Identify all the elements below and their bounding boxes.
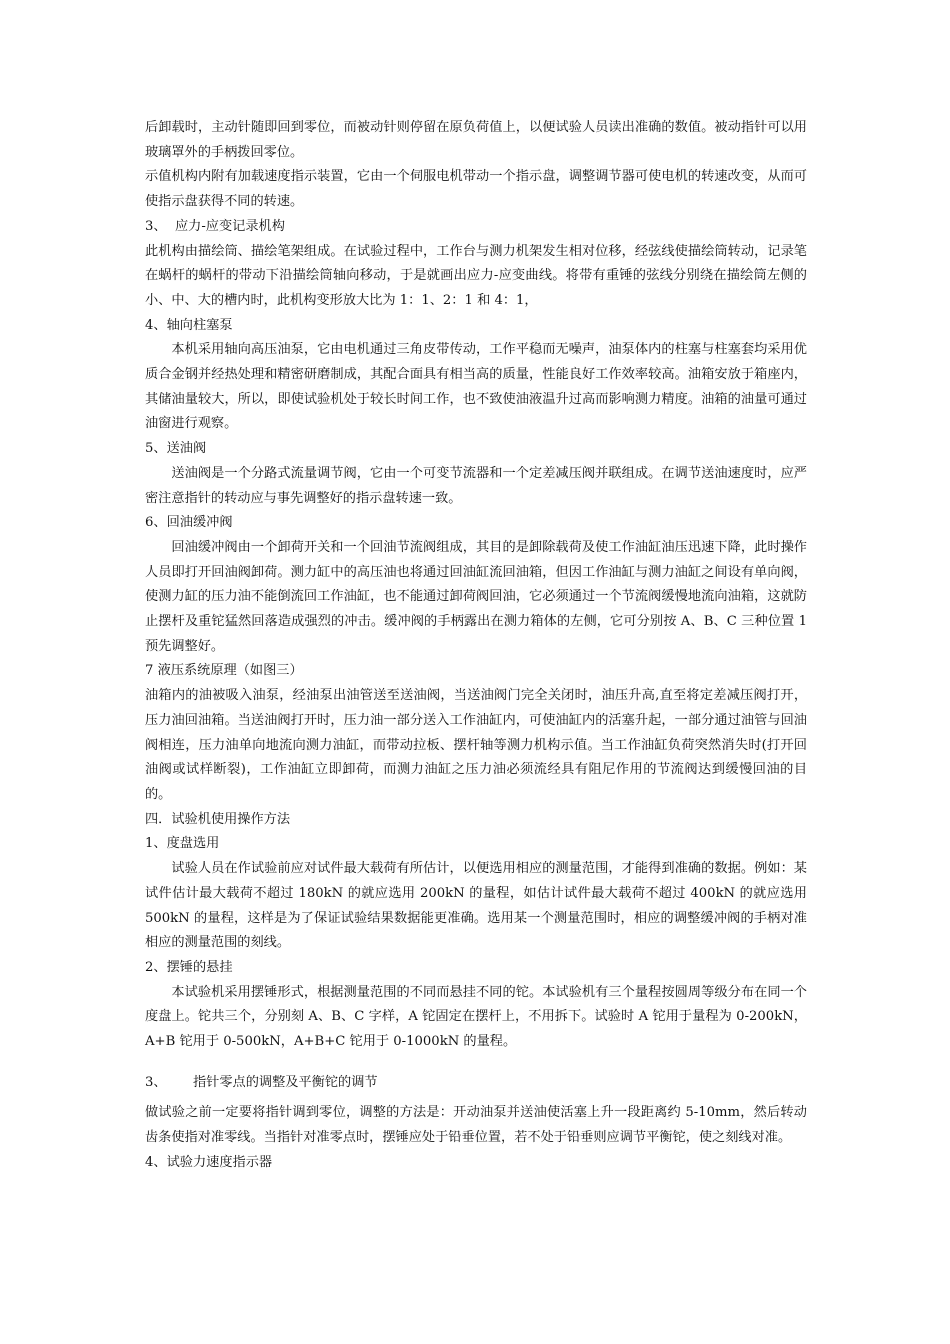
paragraph: 本试验机采用摆锤形式，根据测量范围的不同而悬挂不同的铊。本试验机有三个量程按圆周等级分布在同一个度盘上。铊共三个，分别刻 A、B、C 字样，A 铊固定在摆杆上，不用拆下。试验时 A 铊用于量程为 0-200kN，A+B 铊用于 0-500kN，A+B+C 铊用于 0-1000kN 的量程。 (145, 984, 807, 1050)
section-heading: 4、试验力速度指示器 (145, 1154, 273, 1170)
section-heading: 6、回油缓冲阀 (145, 515, 233, 531)
paragraph: 送油阀是一个分路式流量调节阀，它由一个可变节流器和一个定差减压阀并联组成。在调节送油速度时，应严密注意指针的转动应与事先调整好的指示盘转速一致。 (145, 465, 807, 506)
section-title: 指针零点的调整及平衡铊的调节 (193, 1074, 378, 1090)
paragraph: 示值机构内附有加载速度指示装置，它由一个伺服电机带动一个指示盘，调整调节器可使电机的转速改变，从而可使指示盘获得不同的转速。 (145, 169, 807, 210)
paragraph: 后卸载时，主动针随即回到零位，而被动针则停留在原负荷值上，以便试验人员读出准确的数值。被动指针可以用玻璃罩外的手柄拨回零位。 (145, 120, 807, 160)
section-heading (145, 1071, 807, 1096)
paragraph: 油箱内的油被吸入油泵，经油泵出油管送至送油阀，当送油阀门完全关闭时，油压升高,直至将定差减压阀打开，压力油回油箱。当送油阀打开时，压力油一部分送入工作油缸内，可使油缸内的活塞升起，一部分通过油管与回油阀相连，压力油单向地流向测力油缸，而带动拉板、摆杆轴等测力机构示值。当工作油缸负荷突然消失时(打开回油阀或试样断裂)，工作油缸立即卸荷，而测力油缸之压力油必须流经具有阻尼作用的节流阀达到缓慢回油的目的。 (145, 688, 807, 802)
section-heading: 2、摆锤的悬挂 (145, 959, 233, 975)
chapter-heading: 四．试验机使用操作方法 (145, 811, 291, 827)
section-heading: 5、送油阀 (145, 441, 207, 457)
paragraph: 试验人员在作试验前应对试件最大载荷有所估计，以便选用相应的测量范围，才能得到准确的数据。例如：某试件估计最大载荷不超过 180kN 的就应选用 200kN 的量程，如估计试件最大载荷不超过 400kN 的就应选用 500kN 的量程，这样是为了保证试验结果数据能更准确。选用某一个测量范围时，相应的调整缓冲阀的手柄对准相应的测量范围的刻线。 (145, 861, 807, 951)
paragraph: 此机构由描绘筒、描绘笔架组成。在试验过程中，工作台与测力机架发生相对位移，经弦线使描绘筒转动，记录笔在蜗杆的蜗杆的带动下沿描绘筒轴向移动，于是就画出应力-应变曲线。将带有重锤的弦线分别绕在描绘筒左侧的小、中、大的槽内时，此机构变形放大比为 1：1、2：1 和 4：1， (145, 243, 807, 308)
paragraph: 本机采用轴向高压油泵，它由电机通过三角皮带传动，工作平稳而无噪声，油泵体内的柱塞与柱塞套均采用优质合金钢并经热处理和精密研磨制成，其配合面具有相当高的质量，性能良好工作效率较高。油箱安放于箱座内，其储油量较大，所以，即使试验机处于较长时间工作，也不致使油液温升过高而影响测力精度。油箱的油量可通过油窗进行观察。 (145, 342, 807, 432)
section-heading: 4、轴向柱塞泵 (145, 317, 233, 333)
section-number: 3、 (145, 1074, 167, 1090)
paragraph: 做试验之前一定要将指针调到零位，调整的方法是：开动油泵并送油使活塞上升一段距离约 5-10mm，然后转动齿条使指对准零线。当指针对准零点时，摆锤应处于铅垂位置，若不处于铅垂则应调节平衡铊，使之刻线对准。 (145, 1105, 807, 1146)
section-heading: 3、 应力-应变记录机构 (145, 218, 285, 234)
paragraph: 回油缓冲阀由一个卸荷开关和一个回油节流阀组成，其目的是卸除载荷及使工作油缸油压迅速下降，此时操作人员即打开回油阀卸荷。测力缸中的高压油也将通过回油缸流回油箱，但因工作油缸与测力油缸之间设有单向阀，使测力缸的压力油不能倒流回工作油缸，也不能通过卸荷阀回油，它必须通过一个节流阀缓慢地流向油箱，这就防止摆杆及重铊猛然回落造成强烈的冲击。缓冲阀的手柄露出在测力箱体的左侧，它可分别按 A、B、C 三种位置 1 预先调整好。 (145, 539, 807, 654)
section-heading: 7 液压系统原理（如图三） (145, 663, 303, 679)
document-page (145, 116, 807, 1176)
section-heading: 1、度盘选用 (145, 836, 220, 852)
